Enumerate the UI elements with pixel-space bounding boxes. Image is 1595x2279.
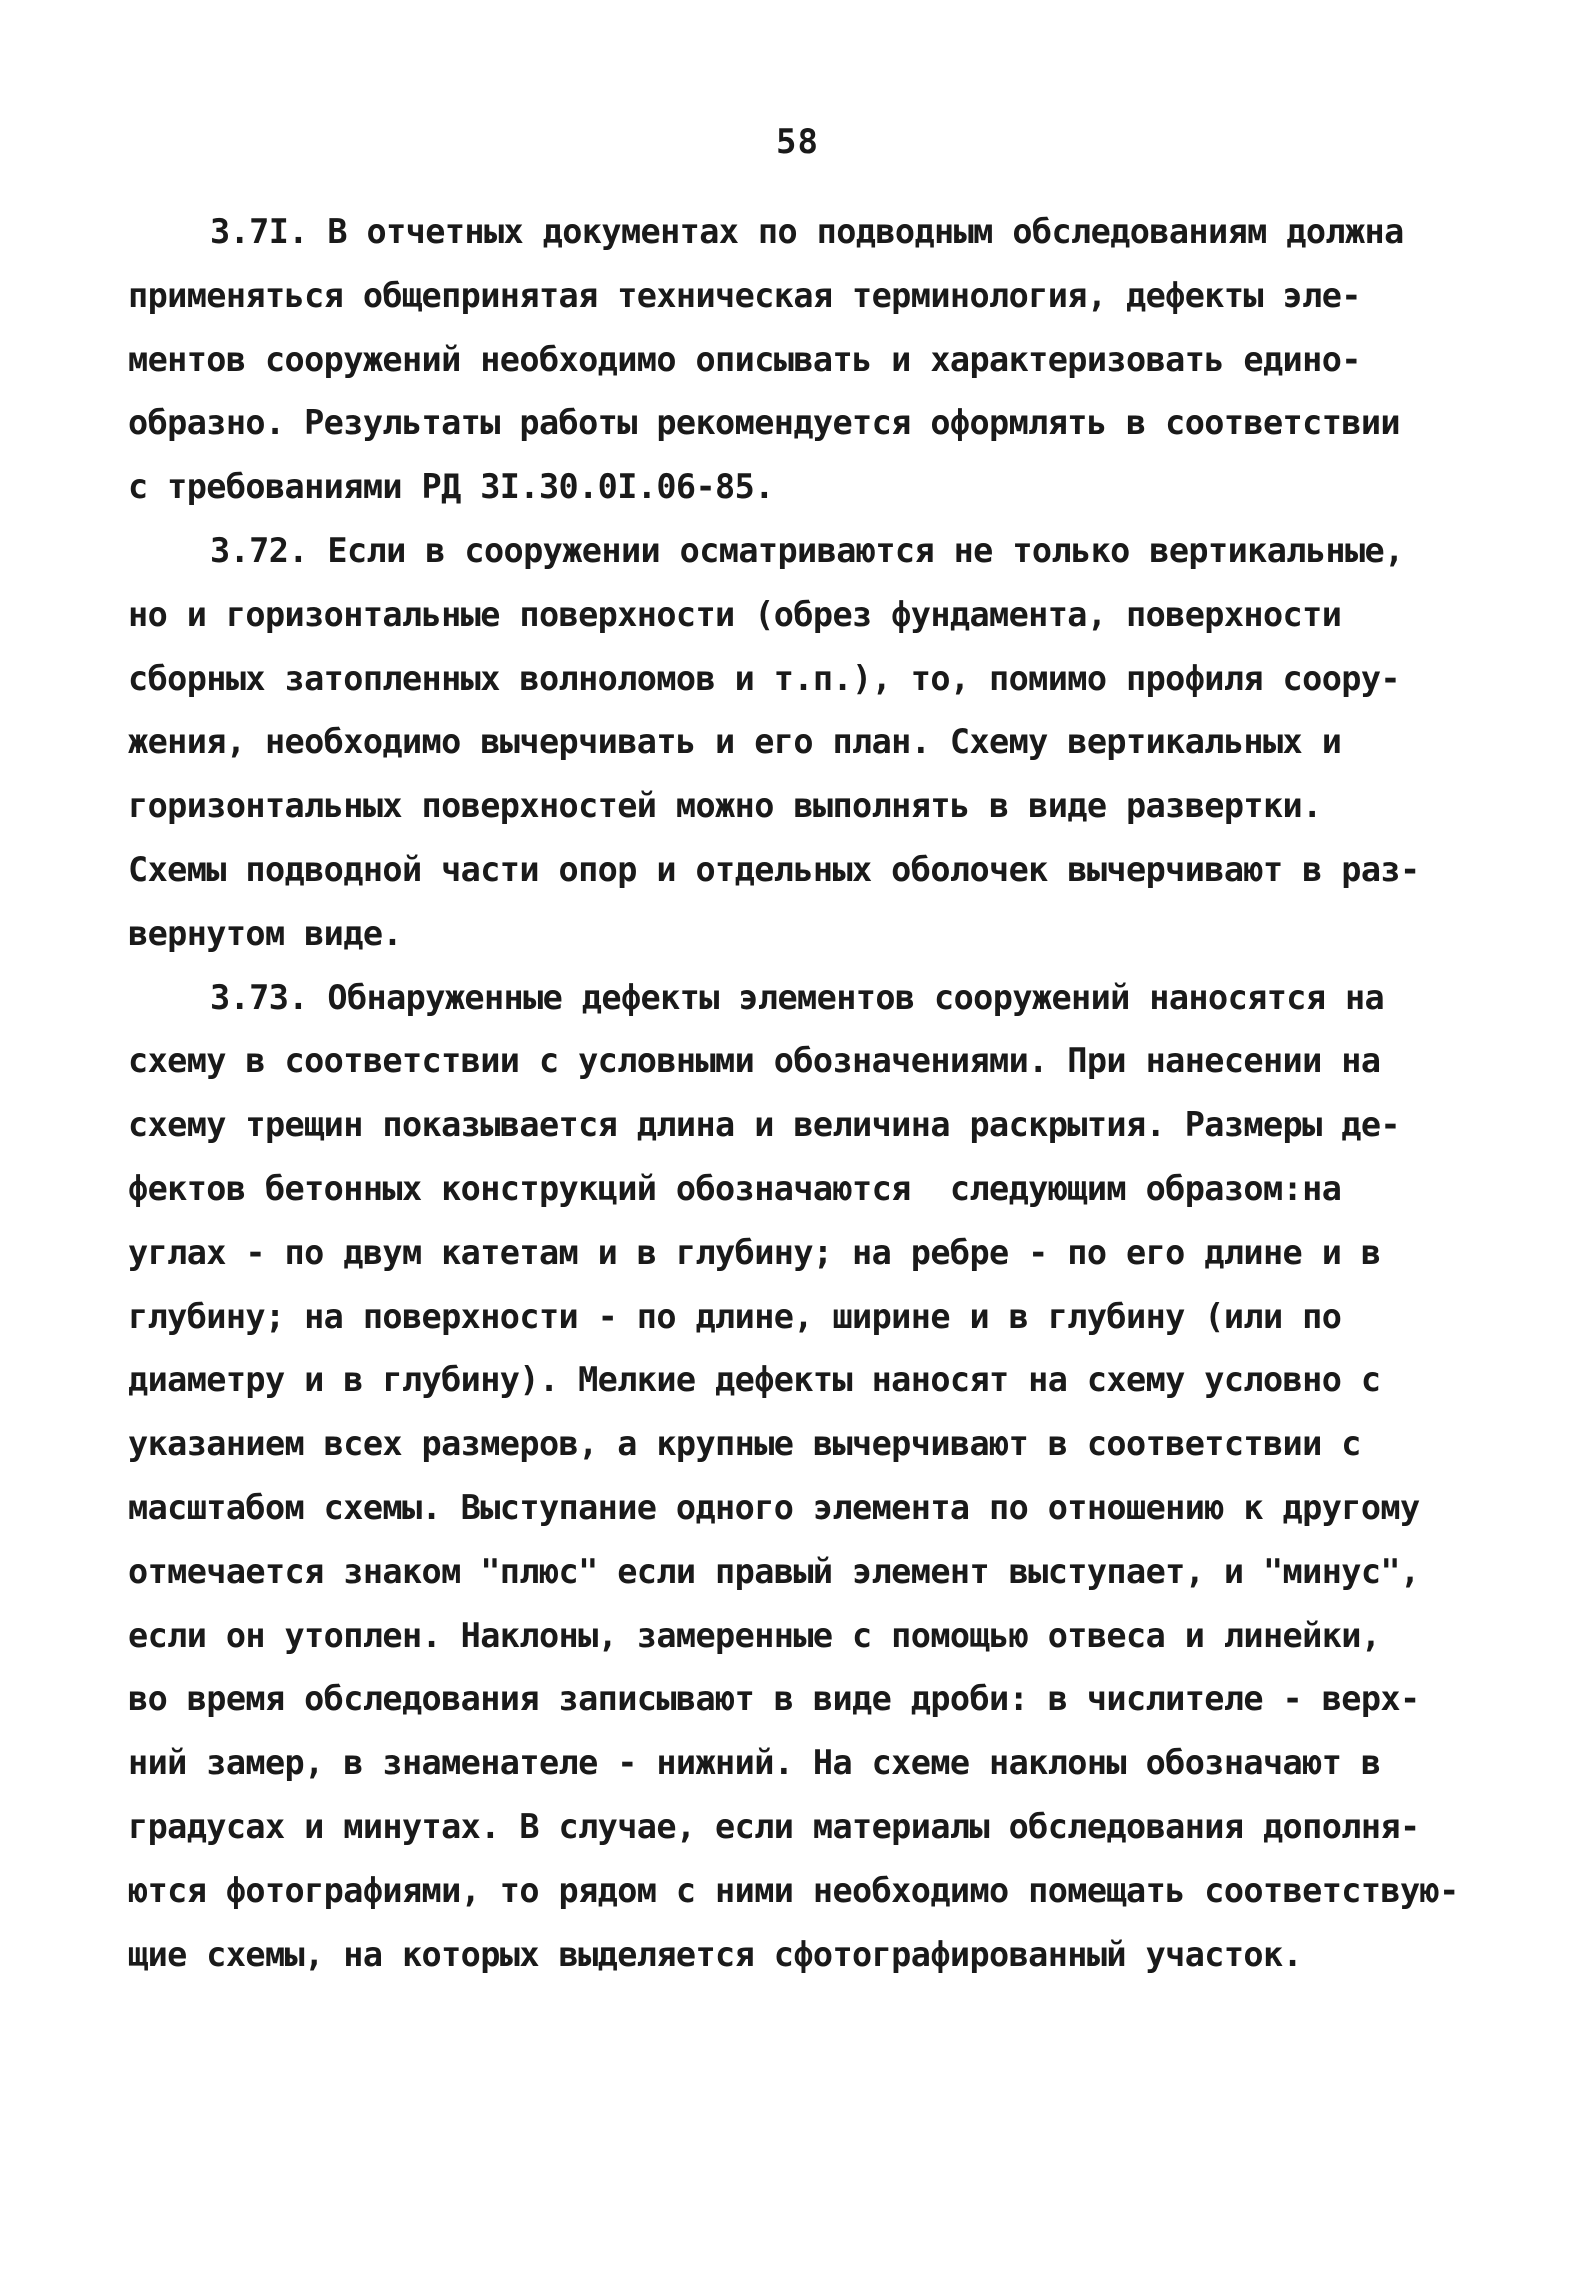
page-number: 58	[776, 122, 819, 162]
text-line: 3.72. Если в сооружении осматриваются не только вертикальные,	[210, 530, 1404, 570]
text-line: 3.7I. В отчетных документах по подводным обследованиям должна	[210, 212, 1404, 251]
text-line: градусах и минутах. В случае, если материалы обследования дополня-	[128, 1806, 1420, 1846]
text-line: ний замер, в знаменателе - нижний. На схеме наклоны обозначают в	[128, 1743, 1381, 1783]
text-line: вернутом виде.	[128, 913, 402, 953]
text-line: с требованиями РД 3I.30.0I.06-85.	[128, 467, 774, 507]
text-line: Схемы подводной части опор и отдельных оболочек вычерчивают в раз-	[128, 849, 1420, 889]
text-line: масштабом схемы. Выступание одного элемента по отношению к другому	[128, 1487, 1420, 1527]
text-line: диаметру и в глубину). Мелкие дефекты наносят на схему условно с	[128, 1360, 1381, 1400]
text-line: схему трещин показывается длина и величина раскрытия. Размеры де-	[128, 1105, 1400, 1145]
text-line: жения, необходимо вычерчивать и его план. Схему вертикальных и	[128, 722, 1342, 762]
text-line: 3.73. Обнаруженные дефекты элементов сооружений наносятся на	[210, 977, 1385, 1017]
text-line: горизонтальных поверхностей можно выполнять в виде развертки.	[128, 786, 1322, 826]
text-line: применяться общепринятая техническая терминология, дефекты эле-	[128, 275, 1361, 315]
paragraph-3-73	[128, 966, 1468, 1987]
document-body	[128, 200, 1468, 1986]
text-line: углах - по двум катетам и в глубину; на ребре - по его длине и в	[128, 1232, 1381, 1272]
text-line: щие схемы, на которых выделяется сфотографированный участок.	[128, 1934, 1303, 1974]
text-line: образно. Результаты работы рекомендуется оформлять в соответствии	[128, 403, 1400, 443]
text-line: схему в соответствии с условными обозначениями. При нанесении на	[128, 1041, 1381, 1081]
text-line: глубину; на поверхности - по длине, ширине и в глубину (или по	[128, 1296, 1342, 1336]
text-line: ментов сооружений необходимо описывать и характеризовать едино-	[128, 339, 1361, 379]
paragraph-3-71	[128, 200, 1468, 519]
text-line: отмечается знаком "плюс" если правый элемент выступает, и "минус",	[128, 1551, 1420, 1591]
text-line: но и горизонтальные поверхности (обрез фундамента, поверхности	[128, 594, 1342, 634]
text-line: указанием всех размеров, а крупные вычерчивают в соответствии с	[128, 1424, 1361, 1464]
text-line: фектов бетонных конструкций обозначаются следующим образом:на	[128, 1168, 1342, 1208]
text-line: сборных затопленных волноломов и т.п.), то, помимо профиля соору-	[128, 658, 1400, 698]
text-line: во время обследования записывают в виде дроби: в числителе - верх-	[128, 1679, 1420, 1719]
paragraph-3-72	[128, 519, 1468, 966]
text-line: если он утоплен. Наклоны, замеренные с помощью отвеса и линейки,	[128, 1615, 1381, 1655]
text-line: ются фотографиями, то рядом с ними необходимо помещать соответствую-	[128, 1870, 1459, 1910]
